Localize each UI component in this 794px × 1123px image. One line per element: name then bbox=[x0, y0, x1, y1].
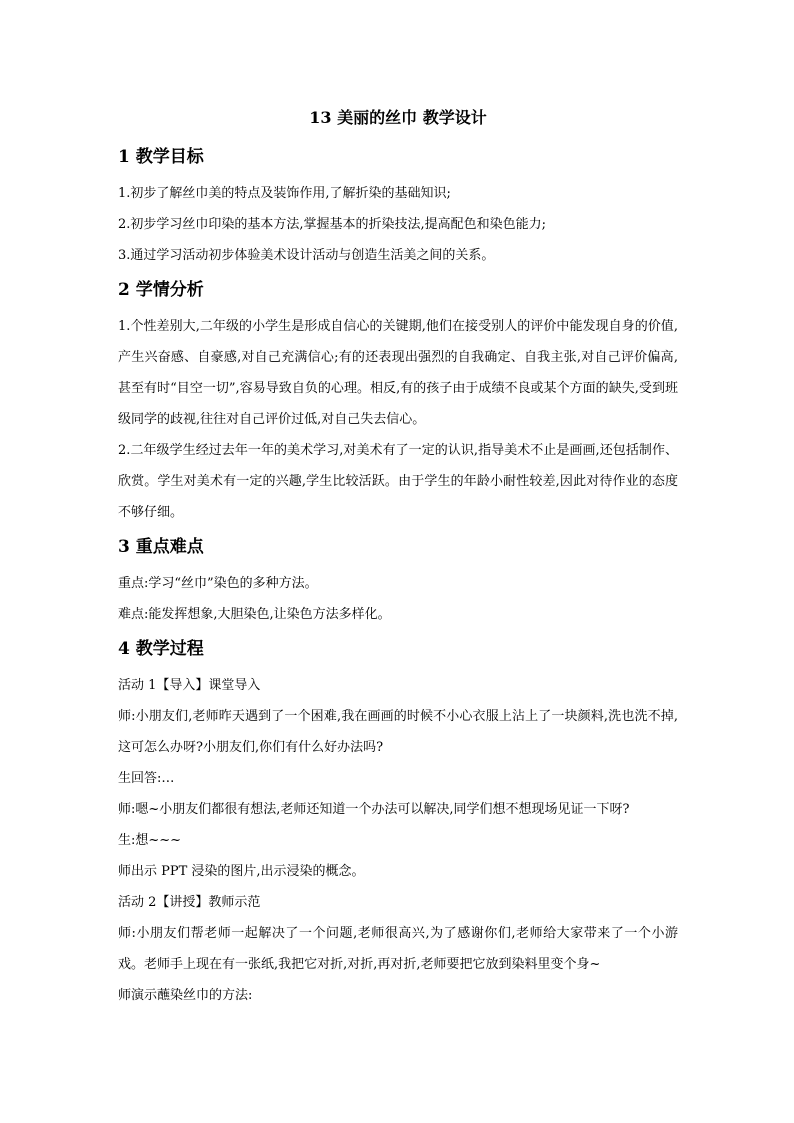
section-heading-key-points: 3 重点难点 bbox=[118, 537, 204, 557]
section-heading-teaching-goals: 1 教学目标 bbox=[118, 147, 204, 167]
paragraph: 1.初步了解丝巾美的特点及装饰作用,了解折染的基础知识; bbox=[118, 186, 451, 201]
paragraph: 2.初步学习丝巾印染的基本方法,掌握基本的折染技法,提高配色和染色能力; bbox=[118, 217, 547, 232]
section-heading-learner-analysis: 2 学情分析 bbox=[118, 280, 204, 300]
paragraph: 师出示 PPT 浸染的图片,出示浸染的概念。 bbox=[118, 864, 365, 879]
page-title: 13 美丽的丝巾 教学设计 bbox=[309, 108, 487, 127]
paragraph: 1.个性差别大,二年级的小学生是形成自信心的关键期,他们在接受别人的评价中能发现自身的价值,产生兴奋感、自豪感,对自己充满信心;有的还表现出强烈的自我确定、自我主张,对自己评价偏高,甚至有时“目空一切”,容易导致自负的心理。相反,有的孩子由于成绩不良或某个方面的缺失,受到班级同学的歧视,往往对自己评价过低,对自己失去信心。 bbox=[118, 319, 678, 427]
paragraph: 生:想~~~ bbox=[118, 833, 182, 848]
paragraph: 师:小朋友们,老师昨天遇到了一个困难,我在画画的时候不小心衣服上沾上了一块颜料,洗也洗不掉,这可怎么办呀?小朋友们,你们有什么好办法吗? bbox=[118, 709, 678, 755]
activity-heading: 活动 2【讲授】教师示范 bbox=[118, 895, 261, 910]
paragraph: 师:小朋友们帮老师一起解决了一个问题,老师很高兴,为了感谢你们,老师给大家带来了一个小游戏。老师手上现在有一张纸,我把它对折,对折,再对折,老师要把它放到染料里变个身~ bbox=[118, 926, 678, 972]
document-body bbox=[118, 104, 678, 1011]
activity-heading: 活动 1【导入】课堂导入 bbox=[118, 678, 261, 693]
section-heading-teaching-process: 4 教学过程 bbox=[118, 639, 204, 659]
paragraph: 重点:学习“丝巾”染色的多种方法。 bbox=[118, 576, 318, 591]
paragraph: 2.二年级学生经过去年一年的美术学习,对美术有了一定的认识,指导美术不止是画画,还包括制作、欣赏。学生对美术有一定的兴趣,学生比较活跃。由于学生的年龄小耐性较差,因此对待作业的态度不够仔细。 bbox=[118, 443, 678, 520]
paragraph: 3.通过学习活动初步体验美术设计活动与创造生活美之间的关系。 bbox=[118, 248, 495, 263]
paragraph: 师:嗯~小朋友们都很有想法,老师还知道一个办法可以解决,同学们想不想现场见证一下呀? bbox=[118, 802, 630, 817]
paragraph: 难点:能发挥想象,大胆染色,让染色方法多样化。 bbox=[118, 607, 391, 622]
paragraph: 生回答:… bbox=[118, 771, 175, 786]
paragraph: 师演示蘸染丝巾的方法: bbox=[118, 988, 253, 1003]
